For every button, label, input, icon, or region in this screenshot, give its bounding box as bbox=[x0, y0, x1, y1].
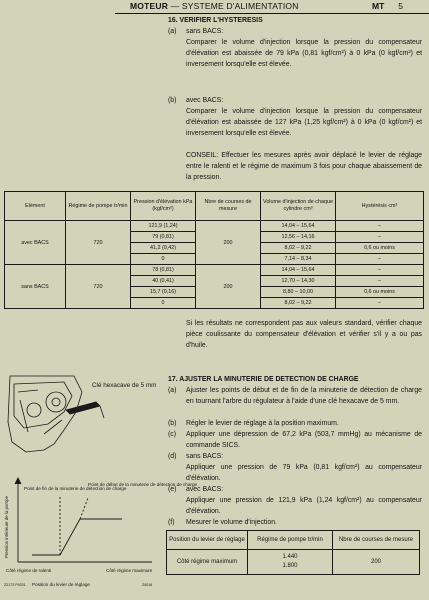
charge-timer-illustration bbox=[4, 372, 198, 590]
page-header bbox=[0, 0, 429, 14]
table-cell: 0 bbox=[131, 298, 196, 309]
table-cell: – bbox=[336, 254, 424, 265]
step17-title: 17. AJUSTER LA MINUTERIE DE DETECTION DE CHARGE bbox=[168, 376, 359, 383]
step17-item-label: (b) bbox=[168, 420, 177, 427]
table-cell: 0,6 ou moins bbox=[336, 243, 424, 254]
table-header-cell: Pression d'élévation kPa (kgf/cm²) bbox=[131, 192, 196, 221]
graph-x-left: Côté régime de ralenti bbox=[6, 568, 52, 573]
step17-item-text: avec BACS: bbox=[186, 486, 224, 493]
table-cell: – bbox=[336, 232, 424, 243]
pump-drawing bbox=[8, 376, 104, 452]
table-cell: 41,2 (0,42) bbox=[131, 243, 196, 254]
header-separator: — bbox=[170, 1, 180, 11]
table-header-cell: Nbre de courses de mesure bbox=[333, 531, 420, 550]
table-cell: 8,80 – 10,00 bbox=[261, 287, 336, 298]
table-cell: 14,04 – 15,64 bbox=[261, 265, 336, 276]
step16-b-label: (b) bbox=[168, 97, 177, 104]
figure-key-label: Clé hexacave de 5 mm bbox=[92, 382, 157, 389]
table-cell: 720 bbox=[66, 221, 131, 265]
table-cell: 200 bbox=[196, 221, 261, 265]
step16-advice: CONSEIL: Effectuer les mesures après avoir déplacé le levier de réglage entre le ralenti et le régime de maximum 3 fois pour chaque abaissement de la pression. bbox=[186, 152, 422, 181]
step17-item-label: (d) bbox=[168, 453, 177, 460]
hysteresis-table bbox=[4, 191, 424, 309]
figure-ref-left: Z2173 P9331 bbox=[4, 583, 26, 587]
step17-item-text: Ajuster les points de début et de fin de la minuterie de détection de charge en tournant l'arbre du régulateur à l'aide d'une clé hexacave de 5 mm. bbox=[186, 387, 422, 405]
table-cell: 200 bbox=[196, 265, 261, 309]
table-cell: 1.440 1.800 bbox=[248, 550, 333, 575]
step16-title: 16. VERIFIER L'HYSTERESIS bbox=[168, 17, 263, 24]
step17-item-label: (a) bbox=[168, 387, 177, 394]
step17-item-label: (c) bbox=[168, 431, 177, 438]
graph-start-label: Point de début de la minuterie de détection de charge bbox=[88, 482, 198, 487]
table-cell: 15,7 (0,16) bbox=[131, 287, 196, 298]
step17-item-text: Mesurer le volume d'injection. bbox=[186, 519, 277, 526]
table-cell: 121,9 (1,24) bbox=[131, 221, 196, 232]
table-cell: 7,14 – 8,34 bbox=[261, 254, 336, 265]
table-cell: 0 bbox=[131, 254, 196, 265]
table-header-cell: Nbre de courses de mesure bbox=[196, 192, 261, 221]
step17-item-text: Appliquer une dépression de 67,2 kPa (503,7 mmHg) au mécanisme de commande SICS. bbox=[186, 431, 422, 449]
graph-x-label: Position du levier de réglage bbox=[32, 582, 90, 587]
page-number: 5 bbox=[398, 1, 404, 11]
step16-a-text: Comparer le volume d'injection lorsque la pression du compensateur d'élévation est abaissée de 79 kPa (0,81 kgf/cm²) à 0 kPa (0 kgf/cm²) et inversement lorsqu'elle est élevée. bbox=[186, 39, 422, 68]
header-code bbox=[372, 1, 403, 11]
header-section: MOTEUR bbox=[130, 1, 169, 11]
graph-y-label: Pression intérieure de la pompe bbox=[4, 496, 9, 558]
table-cell: Côté régime maximum bbox=[167, 550, 248, 575]
header-title bbox=[130, 1, 299, 11]
step16-a-label: (a) bbox=[168, 28, 177, 35]
table-header-row bbox=[167, 531, 420, 550]
table-header-cell: Volume d'injection de chaque cylindre cm³ bbox=[261, 192, 336, 221]
step16-a-title: sans BACS: bbox=[186, 28, 224, 35]
table-cell: 12,70 – 14,30 bbox=[261, 276, 336, 287]
table-row bbox=[5, 221, 424, 232]
graph-end-label: Point de fin de la minuterie de détection de charge bbox=[24, 486, 127, 491]
table-cell: avec BACS bbox=[5, 221, 66, 265]
graph-x-right: Côté régime maximum bbox=[106, 568, 153, 573]
table-cell: 78 (0,81) bbox=[131, 265, 196, 276]
step17-item-label: (e) bbox=[168, 486, 177, 493]
table-cell: – bbox=[336, 276, 424, 287]
header-code-text: MT bbox=[372, 1, 385, 11]
step16-b-text: Comparer le volume d'injection lorsque la pression du compensateur d'élévation est abaissée de 127 kPa (1,25 kgf/cm²) à 0 kPa (0 kgf/cm²) et inversement lorsqu'elle est élevée. bbox=[186, 108, 422, 137]
table-header-cell: Position du levier de réglage bbox=[167, 531, 248, 550]
step16-b-title: avec BACS: bbox=[186, 97, 224, 104]
table-cell: 200 bbox=[333, 550, 420, 575]
table-cell: 12,56 – 14,16 bbox=[261, 232, 336, 243]
figure-ref-right: Z0016 bbox=[142, 583, 153, 587]
table-row bbox=[167, 550, 420, 575]
table-cell: – bbox=[336, 265, 424, 276]
table-header-cell: Hystérésis cm³ bbox=[336, 192, 424, 221]
table-cell: 8,02 – 9,22 bbox=[261, 243, 336, 254]
header-rule bbox=[115, 13, 429, 14]
table-header-cell: Elément bbox=[5, 192, 66, 221]
step17-item-text: Appliquer une pression de 79 kPa (0,81 kgf/cm²) au compensateur d'élévation. bbox=[186, 464, 422, 482]
table-cell: 40 (0,41) bbox=[131, 276, 196, 287]
table-row bbox=[5, 265, 424, 276]
step17-item-text: Régler le levier de réglage à la position maximum. bbox=[186, 420, 339, 427]
step17-item-text: Appliquer une pression de 121,9 kPa (1,24 kgf/cm²) au compensateur d'élévation. bbox=[186, 497, 422, 515]
charge-timer-table bbox=[166, 530, 420, 575]
table-cell: – bbox=[336, 221, 424, 232]
step16-note: Si les résultats ne correspondent pas aux valeurs standard, vérifier chaque pièce coulissante du compensateur d'élévation et vérifier s'il y a ou pas d'huile. bbox=[186, 320, 422, 349]
table-cell: 0,6 ou moins bbox=[336, 287, 424, 298]
table-header-cell: Régime de pompe tr/min bbox=[66, 192, 131, 221]
step17-item-label: (f) bbox=[168, 519, 175, 526]
step17-item-text: sans BACS: bbox=[186, 453, 224, 460]
table-cell: 14,04 – 15,64 bbox=[261, 221, 336, 232]
table-header-row bbox=[5, 192, 424, 221]
header-subtitle: SYSTEME D'ALIMENTATION bbox=[181, 1, 299, 11]
table-cell: 720 bbox=[66, 265, 131, 309]
table-cell: 79 (0,81) bbox=[131, 232, 196, 243]
table-cell: – bbox=[336, 298, 424, 309]
table-cell: sans BACS bbox=[5, 265, 66, 309]
table-cell: 8,02 – 9,22 bbox=[261, 298, 336, 309]
table-header-cell: Régime de pompe tr/min bbox=[248, 531, 333, 550]
